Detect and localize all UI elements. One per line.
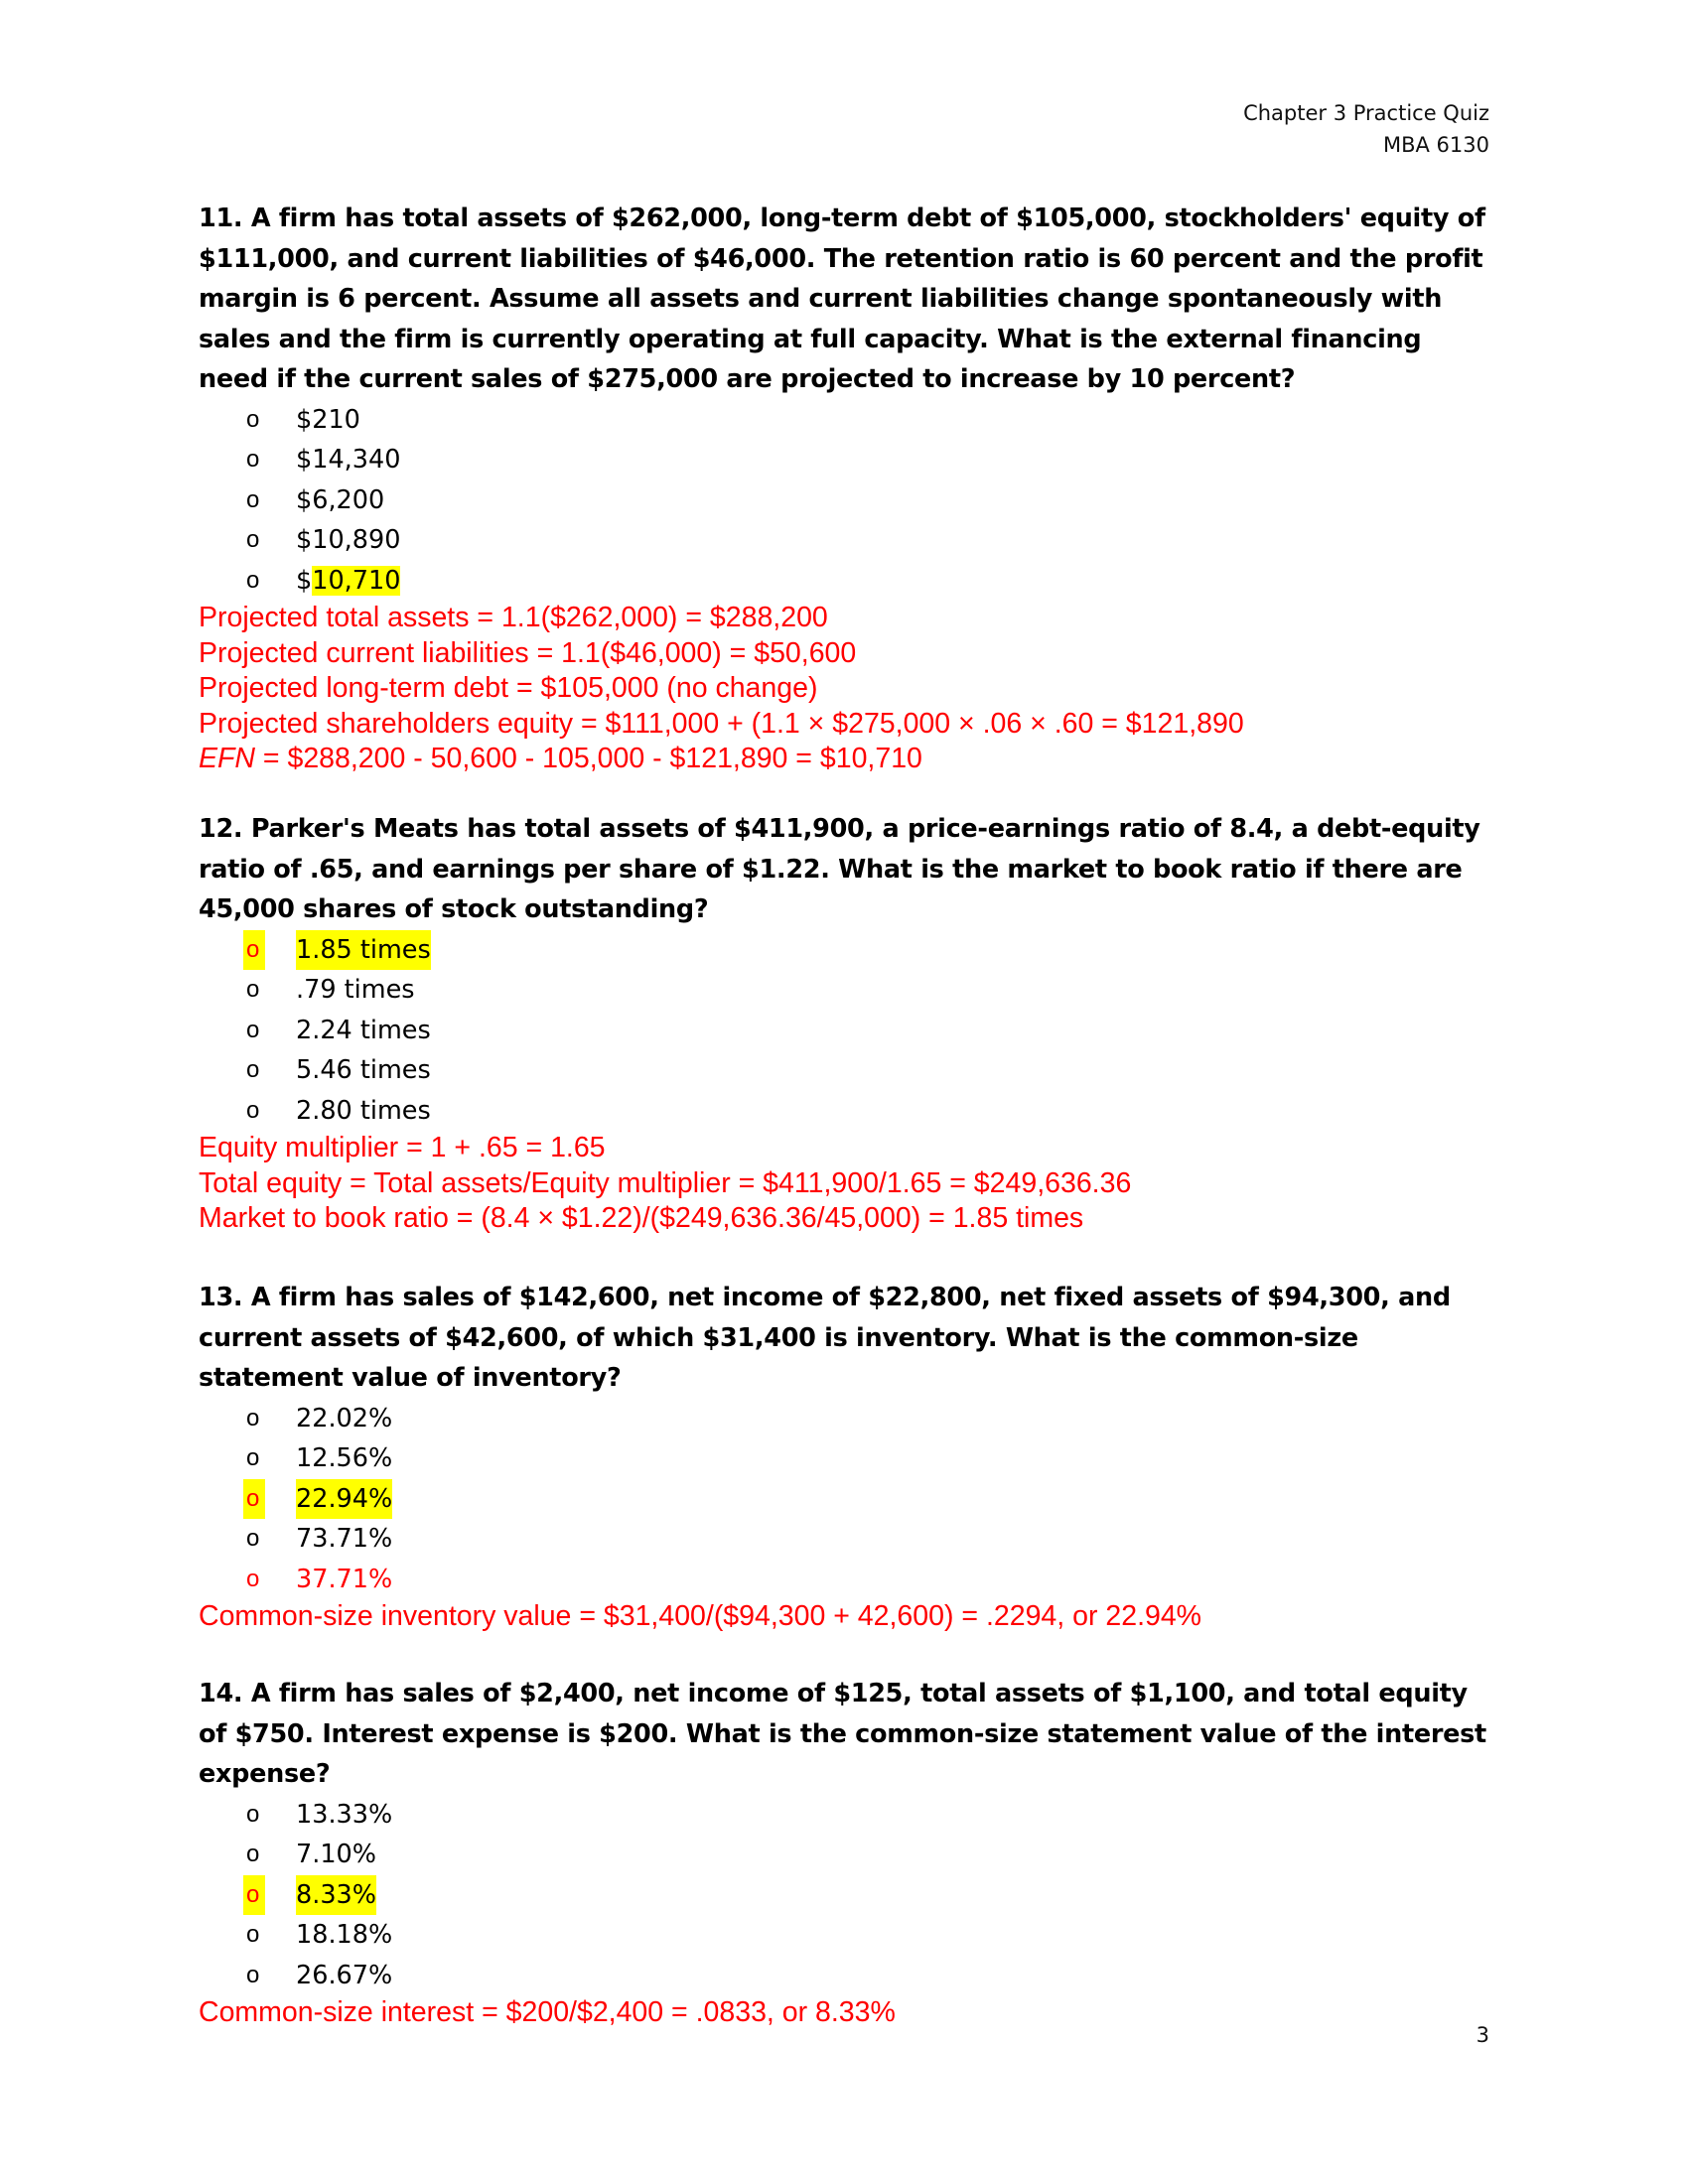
- header-title: Chapter 3 Practice Quiz: [1243, 101, 1489, 125]
- solution-line: Market to book ratio = (8.4 × $1.22)/($249,636.36/45,000) = 1.85 times: [199, 1202, 1084, 1234]
- option-label-highlighted: 10,710: [312, 565, 401, 596]
- question-12: [199, 809, 1489, 1237]
- question-text: 13. A firm has sales of $142,600, net income of $22,800, net fixed assets of $94,300, and current assets of $42,600, of which $31,400 is inventory. What is the common-size statement value of inventory?: [199, 1283, 1451, 1393]
- solution-line: [199, 742, 1489, 777]
- answer-option-correct[interactable]: [199, 930, 1489, 971]
- radio-bullet-icon[interactable]: o: [243, 1479, 265, 1520]
- answer-option[interactable]: [199, 1011, 1489, 1051]
- answer-option[interactable]: [199, 440, 1489, 480]
- answer-option[interactable]: [199, 1519, 1489, 1560]
- question-text: 14. A firm has sales of $2,400, net income of $125, total assets of $1,100, and total equity of $750. Interest expense is $200. What is the common-size statement value of the interest expense?: [199, 1679, 1486, 1789]
- option-label: 22.94%: [296, 1479, 392, 1520]
- answer-options: [199, 1399, 1489, 1600]
- question-text: 11. A firm has total assets of $262,000, long-term debt of $105,000, stockholders' equity of $111,000, and current liabilities of $46,000. The retention ratio is 60 percent and the profit margin is 6 percent. Assume all assets and current liabilities change spontaneously with sales and the firm is currently operating at full capacity. What is the external financing need if the current sales of $275,000 are projected to increase by 10 percent?: [199, 204, 1485, 394]
- radio-bullet-icon[interactable]: o: [246, 1841, 260, 1867]
- radio-bullet-icon[interactable]: o: [246, 1016, 260, 1043]
- option-label: $210: [296, 404, 360, 435]
- option-label: 7.10%: [296, 1840, 377, 1869]
- option-label: 22.02%: [296, 1403, 393, 1433]
- solution-line: Projected long-term debt = $105,000 (no change): [199, 672, 818, 704]
- option-label: [296, 561, 400, 602]
- solution-line: Projected current liabilities = 1.1($46,000) = $50,600: [199, 636, 857, 669]
- radio-bullet-icon[interactable]: o: [246, 1525, 260, 1552]
- answer-option[interactable]: [199, 1835, 1489, 1875]
- solution-block: [199, 601, 1489, 777]
- radio-bullet-icon[interactable]: o: [246, 1800, 260, 1828]
- option-label-prefix: $: [296, 565, 313, 596]
- option-label: 26.67%: [296, 1960, 393, 1990]
- question-11: [199, 199, 1489, 777]
- radio-bullet-icon[interactable]: o: [246, 566, 260, 594]
- radio-bullet-icon[interactable]: o: [246, 526, 260, 553]
- option-label: 2.80 times: [296, 1095, 431, 1126]
- answer-option[interactable]: [199, 1915, 1489, 1956]
- answer-option[interactable]: [199, 1956, 1489, 1996]
- option-label: $14,340: [296, 445, 401, 475]
- solution-line: Projected shareholders equity = $111,000 + (1.1 × $275,000 × .06 × .60 = $121,890: [199, 707, 1244, 740]
- solution-line: Total equity = Total assets/Equity multiplier = $411,900/1.65 = $249,636.36: [199, 1166, 1132, 1199]
- solution-term: EFN: [199, 743, 255, 774]
- option-label: 2.24 times: [296, 1015, 431, 1045]
- answer-option[interactable]: [199, 1399, 1489, 1439]
- solution-block: [199, 1131, 1489, 1237]
- question-14: [199, 1674, 1489, 2031]
- radio-bullet-icon[interactable]: o: [246, 1096, 260, 1124]
- page-number: 3: [1476, 2023, 1489, 2047]
- radio-bullet-icon[interactable]: o: [246, 1961, 260, 1988]
- answer-option[interactable]: [199, 480, 1489, 521]
- solution-expression: = $288,200 - 50,600 - 105,000 - $121,890 = $10,710: [255, 743, 922, 774]
- option-label: 13.33%: [296, 1799, 393, 1830]
- question-13: [199, 1278, 1489, 1635]
- header-course: MBA 6130: [1382, 133, 1489, 157]
- answer-options: [199, 930, 1489, 1132]
- option-label: .79 times: [296, 975, 415, 1005]
- answer-option[interactable]: [199, 1560, 1489, 1600]
- option-label: 1.85 times: [296, 930, 431, 971]
- solution-line: Projected total assets = 1.1($262,000) = $288,200: [199, 602, 828, 633]
- answer-option[interactable]: [199, 1050, 1489, 1091]
- answer-option-correct[interactable]: [199, 1479, 1489, 1520]
- option-label: $10,890: [296, 525, 401, 555]
- answer-option[interactable]: [199, 1091, 1489, 1132]
- answer-option[interactable]: [199, 1795, 1489, 1836]
- solution-block: [199, 1599, 1489, 1635]
- radio-bullet-icon[interactable]: o: [243, 930, 265, 971]
- option-label: 5.46 times: [296, 1055, 431, 1085]
- radio-bullet-icon[interactable]: o: [246, 1056, 260, 1083]
- solution-block: [199, 1995, 1489, 2031]
- option-label: 18.18%: [296, 1920, 393, 1950]
- answer-options: [199, 400, 1489, 602]
- answer-option[interactable]: [199, 970, 1489, 1011]
- solution-line: Common-size inventory value = $31,400/($94,300 + 42,600) = .2294, or 22.94%: [199, 1600, 1202, 1632]
- radio-bullet-icon[interactable]: o: [243, 1875, 265, 1916]
- radio-bullet-icon[interactable]: o: [246, 405, 260, 433]
- question-text: 12. Parker's Meats has total assets of $411,900, a price-earnings ratio of 8.4, a debt-equity ratio of .65, and earnings per share of $1.22. What is the market to book ratio if there are 45,000 shares of stock outstanding?: [199, 814, 1480, 924]
- answer-option-correct[interactable]: [199, 1875, 1489, 1916]
- option-label: 12.56%: [296, 1443, 393, 1473]
- option-label: 37.71%: [296, 1564, 393, 1594]
- radio-bullet-icon[interactable]: o: [246, 446, 260, 473]
- answer-option[interactable]: [199, 520, 1489, 561]
- radio-bullet-icon[interactable]: o: [246, 1921, 260, 1948]
- page-header: [1243, 97, 1489, 161]
- radio-bullet-icon[interactable]: o: [246, 1444, 260, 1471]
- answer-option[interactable]: [199, 400, 1489, 441]
- radio-bullet-icon[interactable]: o: [246, 485, 260, 513]
- radio-bullet-icon[interactable]: o: [246, 1404, 260, 1432]
- option-label: $6,200: [296, 484, 385, 515]
- radio-bullet-icon[interactable]: o: [246, 976, 260, 1003]
- solution-line: Common-size interest = $200/$2,400 = .0833, or 8.33%: [199, 1996, 896, 2028]
- answer-option[interactable]: [199, 1438, 1489, 1479]
- radio-bullet-icon[interactable]: o: [246, 1565, 260, 1592]
- option-label: 73.71%: [296, 1524, 393, 1554]
- option-label: 8.33%: [296, 1875, 376, 1916]
- answer-options: [199, 1795, 1489, 1996]
- solution-line: Equity multiplier = 1 + .65 = 1.65: [199, 1132, 606, 1163]
- answer-option-correct[interactable]: [199, 561, 1489, 602]
